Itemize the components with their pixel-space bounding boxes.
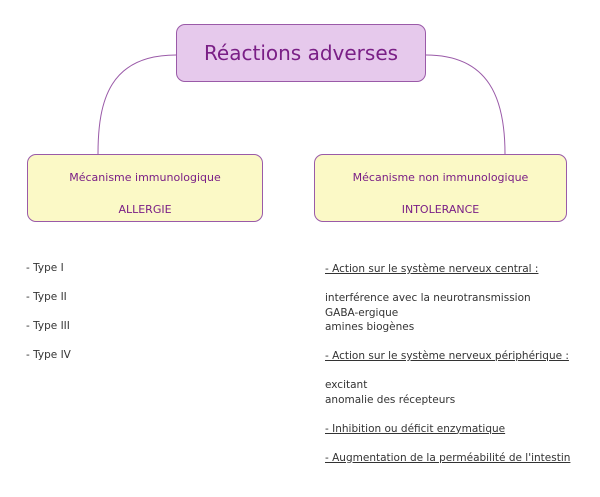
list-item: - Type IV: [26, 349, 71, 361]
list-item: excitant: [325, 379, 368, 391]
list-item: interférence avec la neurotransmission: [325, 292, 531, 304]
node-non-immunologic-mechanism: Mécanisme non immunologique: [352, 171, 529, 184]
list-item: amines biogènes: [325, 321, 415, 333]
node-immunologic-label: ALLERGIE: [118, 203, 172, 216]
connector-right: [426, 55, 505, 154]
section-heading: - Action sur le système nerveux périphérique :: [325, 350, 569, 362]
list-item: - Type III: [26, 320, 70, 332]
connector-left: [98, 55, 176, 154]
node-immunologic: [27, 154, 263, 222]
allergy-type-list: [26, 262, 71, 378]
list-item: GABA-ergique: [325, 306, 399, 319]
section-heading: - Inhibition ou déficit enzymatique: [325, 422, 506, 435]
root-title: Réactions adverses: [203, 41, 399, 65]
intolerance-mechanism-list: [325, 262, 570, 465]
list-item: - Type II: [26, 291, 67, 303]
list-item: anomalie des récepteurs: [325, 393, 456, 406]
section-heading: - Augmentation de la perméabilité de l'intestin: [325, 451, 571, 464]
node-non-immunologic-label: INTOLERANCE: [401, 203, 480, 216]
section-heading: - Action sur le système nerveux central :: [325, 263, 539, 275]
list-item: - Type I: [26, 262, 64, 274]
node-immunologic-mechanism: Mécanisme immunologique: [69, 171, 221, 184]
node-non-immunologic: [314, 154, 567, 222]
root-node: [176, 24, 426, 82]
